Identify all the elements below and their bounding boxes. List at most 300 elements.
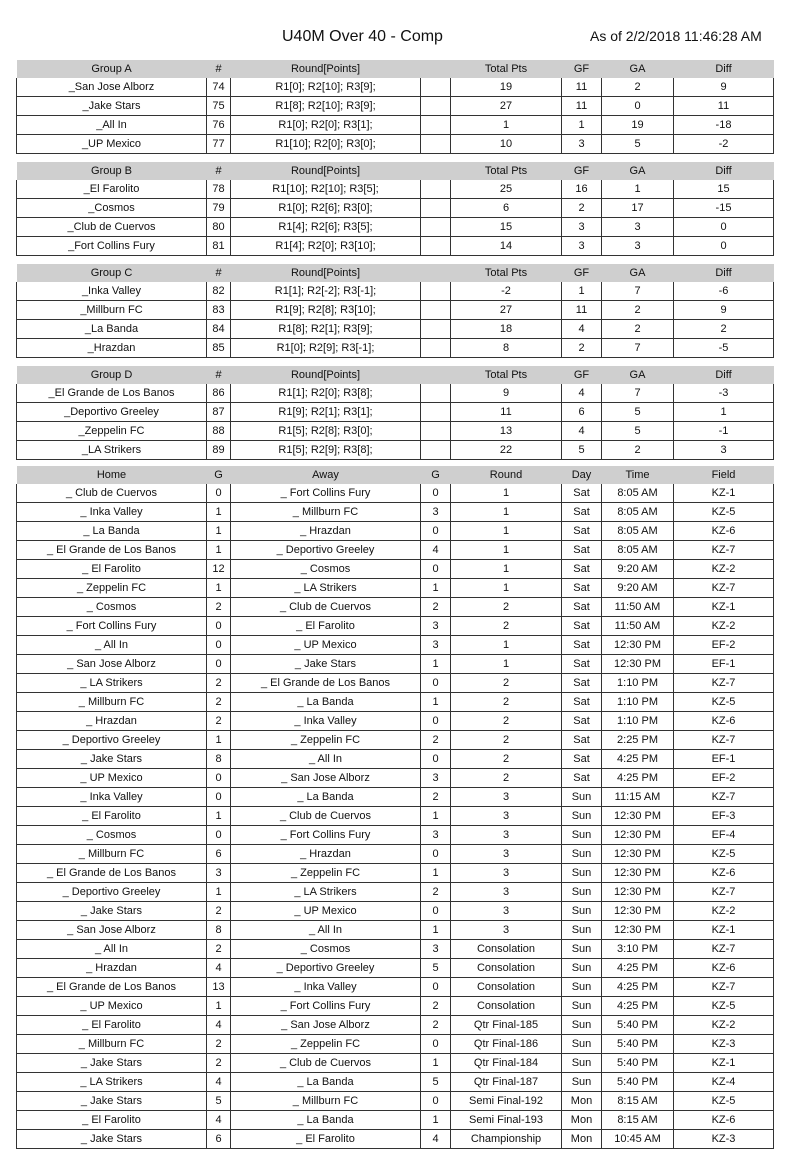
game-cell: 1 bbox=[421, 693, 451, 712]
game-cell: Sat bbox=[562, 560, 602, 579]
game-cell: 1 bbox=[451, 503, 562, 522]
game-cell: _ UP Mexico bbox=[231, 636, 421, 655]
game-cell: 5 bbox=[207, 1092, 231, 1111]
game-row bbox=[17, 541, 774, 560]
game-cell: 0 bbox=[421, 712, 451, 731]
game-cell: 2 bbox=[451, 617, 562, 636]
game-row bbox=[17, 826, 774, 845]
game-cell: Consolation bbox=[451, 940, 562, 959]
game-cell: 2 bbox=[207, 712, 231, 731]
standings-cell: _Zeppelin FC bbox=[17, 422, 207, 441]
game-cell: EF-3 bbox=[674, 807, 774, 826]
standings-cell: 9 bbox=[674, 301, 774, 320]
standings-cell: 4 bbox=[562, 384, 602, 403]
game-row bbox=[17, 1073, 774, 1092]
game-cell: 1 bbox=[207, 579, 231, 598]
game-cell: 5 bbox=[421, 1073, 451, 1092]
standings-row bbox=[17, 237, 774, 256]
game-cell: _ UP Mexico bbox=[231, 902, 421, 921]
game-cell: _ Deportivo Greeley bbox=[17, 883, 207, 902]
column-header: GF bbox=[562, 264, 602, 282]
standings-cell: R1[1]; R2[-2]; R3[-1]; bbox=[231, 282, 421, 301]
game-cell: 12:30 PM bbox=[602, 864, 674, 883]
game-cell: 9:20 AM bbox=[602, 579, 674, 598]
game-cell: EF-2 bbox=[674, 636, 774, 655]
column-header: Away bbox=[231, 466, 421, 484]
game-cell: 2 bbox=[207, 1035, 231, 1054]
column-header: GF bbox=[562, 60, 602, 78]
game-cell: _ El Grande de Los Banos bbox=[17, 541, 207, 560]
standings-cell: _Deportivo Greeley bbox=[17, 403, 207, 422]
standings-cell: 14 bbox=[451, 237, 562, 256]
game-cell: _ Millburn FC bbox=[17, 1035, 207, 1054]
standings-cell: 83 bbox=[207, 301, 231, 320]
game-cell: 8:15 AM bbox=[602, 1092, 674, 1111]
group-table-4 bbox=[16, 366, 774, 460]
game-cell: 12:30 PM bbox=[602, 902, 674, 921]
game-cell: 8:05 AM bbox=[602, 541, 674, 560]
game-row bbox=[17, 845, 774, 864]
game-cell: 2 bbox=[451, 712, 562, 731]
group-table-3 bbox=[16, 264, 774, 358]
game-row bbox=[17, 750, 774, 769]
game-cell: Sun bbox=[562, 883, 602, 902]
standings-cell: _Hrazdan bbox=[17, 339, 207, 358]
game-row bbox=[17, 617, 774, 636]
game-cell: _ Jake Stars bbox=[17, 1092, 207, 1111]
game-cell: _ La Banda bbox=[17, 522, 207, 541]
game-cell: 2:25 PM bbox=[602, 731, 674, 750]
standings-cell: 81 bbox=[207, 237, 231, 256]
standings-cell: R1[8]; R2[10]; R3[9]; bbox=[231, 97, 421, 116]
game-cell: _ LA Strikers bbox=[17, 674, 207, 693]
game-cell: 11:15 AM bbox=[602, 788, 674, 807]
game-cell: 3 bbox=[207, 864, 231, 883]
standings-cell: 1 bbox=[602, 180, 674, 199]
game-cell: EF-4 bbox=[674, 826, 774, 845]
game-cell: 1 bbox=[451, 636, 562, 655]
standings-cell bbox=[421, 78, 451, 97]
column-header: Round bbox=[451, 466, 562, 484]
game-row bbox=[17, 1092, 774, 1111]
game-cell: Sat bbox=[562, 674, 602, 693]
game-cell: _ El Farolito bbox=[17, 1016, 207, 1035]
standings-cell: _Cosmos bbox=[17, 199, 207, 218]
game-cell: 4 bbox=[421, 541, 451, 560]
game-cell: _ Inka Valley bbox=[231, 712, 421, 731]
game-cell: Sat bbox=[562, 693, 602, 712]
game-cell: _ San Jose Alborz bbox=[231, 1016, 421, 1035]
standings-cell: 15 bbox=[674, 180, 774, 199]
game-cell: 2 bbox=[207, 693, 231, 712]
game-cell: 3 bbox=[451, 864, 562, 883]
game-row bbox=[17, 921, 774, 940]
standings-cell: _LA Strikers bbox=[17, 441, 207, 460]
game-cell: 1 bbox=[451, 484, 562, 503]
standings-cell: 6 bbox=[562, 403, 602, 422]
game-cell: 8 bbox=[207, 750, 231, 769]
standings-cell bbox=[421, 97, 451, 116]
game-cell: 4 bbox=[207, 959, 231, 978]
standings-cell bbox=[421, 218, 451, 237]
standings-row bbox=[17, 422, 774, 441]
game-cell: Consolation bbox=[451, 959, 562, 978]
game-cell: _ Jake Stars bbox=[17, 902, 207, 921]
game-cell: _ Hrazdan bbox=[17, 959, 207, 978]
standings-cell: 19 bbox=[602, 116, 674, 135]
group-name-header: Group B bbox=[17, 162, 207, 180]
game-row bbox=[17, 883, 774, 902]
game-row bbox=[17, 579, 774, 598]
standings-cell: _San Jose Alborz bbox=[17, 78, 207, 97]
game-cell: _ Club de Cuervos bbox=[231, 598, 421, 617]
game-cell: Sun bbox=[562, 1054, 602, 1073]
game-cell: Sat bbox=[562, 598, 602, 617]
column-header: GA bbox=[602, 366, 674, 384]
game-cell: Sun bbox=[562, 845, 602, 864]
standings-cell: 9 bbox=[674, 78, 774, 97]
standings-cell: _Fort Collins Fury bbox=[17, 237, 207, 256]
game-cell: 4 bbox=[207, 1073, 231, 1092]
standings-row bbox=[17, 218, 774, 237]
standings-cell: -3 bbox=[674, 384, 774, 403]
game-cell: KZ-7 bbox=[674, 940, 774, 959]
standings-cell: 87 bbox=[207, 403, 231, 422]
standings-cell: 11 bbox=[562, 301, 602, 320]
standings-cell: -15 bbox=[674, 199, 774, 218]
game-cell: Sat bbox=[562, 484, 602, 503]
standings-cell: R1[4]; R2[6]; R3[5]; bbox=[231, 218, 421, 237]
game-cell: Mon bbox=[562, 1130, 602, 1149]
standings-cell: R1[0]; R2[0]; R3[1]; bbox=[231, 116, 421, 135]
standings-row bbox=[17, 180, 774, 199]
game-cell: 12:30 PM bbox=[602, 807, 674, 826]
game-cell: 1 bbox=[207, 503, 231, 522]
game-cell: _ All In bbox=[17, 636, 207, 655]
group-header-row bbox=[17, 60, 774, 78]
game-cell: 0 bbox=[207, 769, 231, 788]
standings-cell: 85 bbox=[207, 339, 231, 358]
game-cell: 11:50 AM bbox=[602, 598, 674, 617]
standings-row bbox=[17, 78, 774, 97]
standings-cell bbox=[421, 441, 451, 460]
game-cell: 4:25 PM bbox=[602, 750, 674, 769]
column-header: # bbox=[207, 162, 231, 180]
standings-cell: 2 bbox=[602, 78, 674, 97]
standings-cell: R1[9]; R2[1]; R3[1]; bbox=[231, 403, 421, 422]
game-cell: _ Millburn FC bbox=[231, 1092, 421, 1111]
game-cell: KZ-5 bbox=[674, 1092, 774, 1111]
game-cell: 0 bbox=[421, 484, 451, 503]
standings-cell: 76 bbox=[207, 116, 231, 135]
standings-cell: R1[0]; R2[6]; R3[0]; bbox=[231, 199, 421, 218]
column-header: GA bbox=[602, 60, 674, 78]
game-cell: 8:05 AM bbox=[602, 522, 674, 541]
game-cell: EF-2 bbox=[674, 769, 774, 788]
standings-cell: _Jake Stars bbox=[17, 97, 207, 116]
standings-cell bbox=[421, 403, 451, 422]
game-cell: 4 bbox=[421, 1130, 451, 1149]
game-cell: Sun bbox=[562, 902, 602, 921]
standings-cell: 1 bbox=[674, 403, 774, 422]
game-cell: _ Club de Cuervos bbox=[17, 484, 207, 503]
game-cell: KZ-1 bbox=[674, 484, 774, 503]
game-cell: 5 bbox=[421, 959, 451, 978]
game-cell: 4:25 PM bbox=[602, 959, 674, 978]
standings-cell: 11 bbox=[674, 97, 774, 116]
game-cell: _ Inka Valley bbox=[17, 788, 207, 807]
game-cell: 5:40 PM bbox=[602, 1016, 674, 1035]
game-cell: 2 bbox=[421, 883, 451, 902]
standings-cell: 8 bbox=[451, 339, 562, 358]
standings-cell: 3 bbox=[562, 237, 602, 256]
game-cell: 3 bbox=[421, 636, 451, 655]
game-cell: KZ-2 bbox=[674, 1016, 774, 1035]
game-cell: Sat bbox=[562, 712, 602, 731]
standings-cell: 11 bbox=[562, 78, 602, 97]
game-cell: KZ-1 bbox=[674, 1054, 774, 1073]
game-cell: Semi Final-193 bbox=[451, 1111, 562, 1130]
game-cell: EF-1 bbox=[674, 655, 774, 674]
game-cell: 0 bbox=[207, 826, 231, 845]
standings-cell: R1[8]; R2[1]; R3[9]; bbox=[231, 320, 421, 339]
group-header-row bbox=[17, 366, 774, 384]
game-cell: KZ-6 bbox=[674, 522, 774, 541]
standings-cell: 82 bbox=[207, 282, 231, 301]
game-cell: KZ-7 bbox=[674, 788, 774, 807]
game-cell: _ El Grande de Los Banos bbox=[231, 674, 421, 693]
game-cell: 12:30 PM bbox=[602, 845, 674, 864]
column-header bbox=[421, 264, 451, 282]
game-cell: KZ-5 bbox=[674, 693, 774, 712]
game-cell: KZ-3 bbox=[674, 1035, 774, 1054]
game-cell: Sun bbox=[562, 921, 602, 940]
standings-row bbox=[17, 116, 774, 135]
game-cell: _ Zeppelin FC bbox=[231, 864, 421, 883]
game-cell: 0 bbox=[421, 750, 451, 769]
game-cell: 12:30 PM bbox=[602, 883, 674, 902]
game-cell: 1 bbox=[451, 655, 562, 674]
game-cell: 1 bbox=[421, 1111, 451, 1130]
game-cell: _ Zeppelin FC bbox=[231, 731, 421, 750]
game-cell: 1 bbox=[207, 997, 231, 1016]
standings-cell: 10 bbox=[451, 135, 562, 154]
game-row bbox=[17, 655, 774, 674]
game-cell: 3 bbox=[451, 788, 562, 807]
standings-cell bbox=[421, 135, 451, 154]
standings-cell bbox=[421, 180, 451, 199]
group-name-header: Group A bbox=[17, 60, 207, 78]
column-header: Round[Points] bbox=[231, 366, 421, 384]
game-cell: KZ-7 bbox=[674, 674, 774, 693]
standings-row bbox=[17, 339, 774, 358]
game-cell: _ All In bbox=[17, 940, 207, 959]
game-cell: 6 bbox=[207, 1130, 231, 1149]
game-cell: _ Millburn FC bbox=[17, 693, 207, 712]
column-header: Field bbox=[674, 466, 774, 484]
standings-cell: 9 bbox=[451, 384, 562, 403]
game-cell: _ El Grande de Los Banos bbox=[17, 978, 207, 997]
game-cell: 5:40 PM bbox=[602, 1035, 674, 1054]
game-cell: _ La Banda bbox=[231, 788, 421, 807]
game-cell: _ Inka Valley bbox=[231, 978, 421, 997]
standings-cell: _Millburn FC bbox=[17, 301, 207, 320]
game-cell: 4:25 PM bbox=[602, 997, 674, 1016]
group-header-row bbox=[17, 264, 774, 282]
game-cell: KZ-6 bbox=[674, 864, 774, 883]
standings-cell: 1 bbox=[562, 116, 602, 135]
standings-cell: 7 bbox=[602, 282, 674, 301]
game-cell: Sun bbox=[562, 788, 602, 807]
game-row bbox=[17, 940, 774, 959]
game-cell: 2 bbox=[207, 902, 231, 921]
column-header: G bbox=[421, 466, 451, 484]
game-cell: 8 bbox=[207, 921, 231, 940]
game-row bbox=[17, 997, 774, 1016]
game-row bbox=[17, 1111, 774, 1130]
game-cell: Sun bbox=[562, 940, 602, 959]
game-cell: KZ-3 bbox=[674, 1130, 774, 1149]
standings-cell: 1 bbox=[451, 116, 562, 135]
game-cell: 3 bbox=[451, 807, 562, 826]
game-cell: KZ-6 bbox=[674, 959, 774, 978]
group-table-1 bbox=[16, 60, 774, 154]
game-cell: 10:45 AM bbox=[602, 1130, 674, 1149]
game-cell: 1 bbox=[207, 541, 231, 560]
game-cell: KZ-2 bbox=[674, 617, 774, 636]
column-header: Day bbox=[562, 466, 602, 484]
game-cell: Qtr Final-186 bbox=[451, 1035, 562, 1054]
game-cell: 3 bbox=[421, 940, 451, 959]
game-cell: Qtr Final-184 bbox=[451, 1054, 562, 1073]
report-title: U40M Over 40 - Comp bbox=[282, 28, 443, 45]
column-header: Diff bbox=[674, 162, 774, 180]
game-cell: 1 bbox=[421, 864, 451, 883]
standings-cell: 74 bbox=[207, 78, 231, 97]
game-cell: KZ-2 bbox=[674, 560, 774, 579]
column-header bbox=[421, 366, 451, 384]
standings-cell: 0 bbox=[602, 97, 674, 116]
game-cell: 0 bbox=[421, 1092, 451, 1111]
game-cell: 1 bbox=[421, 1054, 451, 1073]
standings-cell: 19 bbox=[451, 78, 562, 97]
game-cell: KZ-2 bbox=[674, 902, 774, 921]
game-cell: 8:05 AM bbox=[602, 503, 674, 522]
group-header-row bbox=[17, 162, 774, 180]
game-cell: Sun bbox=[562, 1016, 602, 1035]
game-cell: _ Zeppelin FC bbox=[231, 1035, 421, 1054]
standings-cell: _El Farolito bbox=[17, 180, 207, 199]
standings-cell: 79 bbox=[207, 199, 231, 218]
standings-cell: -6 bbox=[674, 282, 774, 301]
column-header: Total Pts bbox=[451, 60, 562, 78]
game-cell: 1 bbox=[421, 807, 451, 826]
group-table-2 bbox=[16, 162, 774, 256]
column-header: Diff bbox=[674, 264, 774, 282]
standings-cell bbox=[421, 301, 451, 320]
game-row bbox=[17, 712, 774, 731]
standings-row bbox=[17, 97, 774, 116]
game-cell: 4:25 PM bbox=[602, 978, 674, 997]
standings-row bbox=[17, 199, 774, 218]
game-row bbox=[17, 693, 774, 712]
game-cell: _ El Farolito bbox=[17, 1111, 207, 1130]
game-cell: 3 bbox=[421, 617, 451, 636]
game-cell: 2 bbox=[207, 674, 231, 693]
standings-row bbox=[17, 403, 774, 422]
column-header bbox=[421, 60, 451, 78]
column-header: Round[Points] bbox=[231, 162, 421, 180]
game-cell: Sun bbox=[562, 959, 602, 978]
game-cell: KZ-7 bbox=[674, 978, 774, 997]
game-row bbox=[17, 788, 774, 807]
group-name-header: Group C bbox=[17, 264, 207, 282]
standings-cell: 22 bbox=[451, 441, 562, 460]
standings-cell: 77 bbox=[207, 135, 231, 154]
games-header-row bbox=[17, 466, 774, 484]
game-cell: 0 bbox=[421, 522, 451, 541]
game-cell: _ San Jose Alborz bbox=[17, 921, 207, 940]
game-cell: _ La Banda bbox=[231, 1111, 421, 1130]
game-cell: 0 bbox=[421, 845, 451, 864]
game-cell: _ Club de Cuervos bbox=[231, 1054, 421, 1073]
standings-cell: 15 bbox=[451, 218, 562, 237]
standings-cell: 2 bbox=[562, 199, 602, 218]
game-cell: _ Millburn FC bbox=[231, 503, 421, 522]
column-header: GA bbox=[602, 264, 674, 282]
game-cell: _ Hrazdan bbox=[17, 712, 207, 731]
standings-cell: R1[10]; R2[0]; R3[0]; bbox=[231, 135, 421, 154]
game-row bbox=[17, 636, 774, 655]
standings-row bbox=[17, 301, 774, 320]
column-header: G bbox=[207, 466, 231, 484]
game-row bbox=[17, 484, 774, 503]
game-cell: _ El Grande de Los Banos bbox=[17, 864, 207, 883]
standings-cell: 25 bbox=[451, 180, 562, 199]
game-cell: _ Inka Valley bbox=[17, 503, 207, 522]
game-cell: _ Cosmos bbox=[231, 560, 421, 579]
game-row bbox=[17, 1054, 774, 1073]
game-cell: 0 bbox=[207, 484, 231, 503]
game-cell: Sun bbox=[562, 1073, 602, 1092]
game-cell: KZ-7 bbox=[674, 731, 774, 750]
game-cell: 2 bbox=[451, 750, 562, 769]
game-cell: KZ-5 bbox=[674, 503, 774, 522]
game-cell: 0 bbox=[207, 617, 231, 636]
game-cell: KZ-6 bbox=[674, 712, 774, 731]
standings-cell: 7 bbox=[602, 384, 674, 403]
game-cell: 1:10 PM bbox=[602, 674, 674, 693]
standings-cell bbox=[421, 237, 451, 256]
standings-cell bbox=[421, 116, 451, 135]
standings-cell: 16 bbox=[562, 180, 602, 199]
column-header: Total Pts bbox=[451, 162, 562, 180]
standings-cell: -2 bbox=[674, 135, 774, 154]
game-cell: Sun bbox=[562, 864, 602, 883]
game-row bbox=[17, 864, 774, 883]
game-cell: 2 bbox=[421, 788, 451, 807]
game-cell: 2 bbox=[207, 598, 231, 617]
standings-cell: 3 bbox=[562, 135, 602, 154]
game-row bbox=[17, 1035, 774, 1054]
game-cell: 3 bbox=[451, 826, 562, 845]
column-header: # bbox=[207, 366, 231, 384]
game-cell: _ Jake Stars bbox=[231, 655, 421, 674]
standings-cell: 78 bbox=[207, 180, 231, 199]
game-cell: KZ-5 bbox=[674, 997, 774, 1016]
game-cell: _ Fort Collins Fury bbox=[231, 997, 421, 1016]
game-cell: 2 bbox=[451, 674, 562, 693]
